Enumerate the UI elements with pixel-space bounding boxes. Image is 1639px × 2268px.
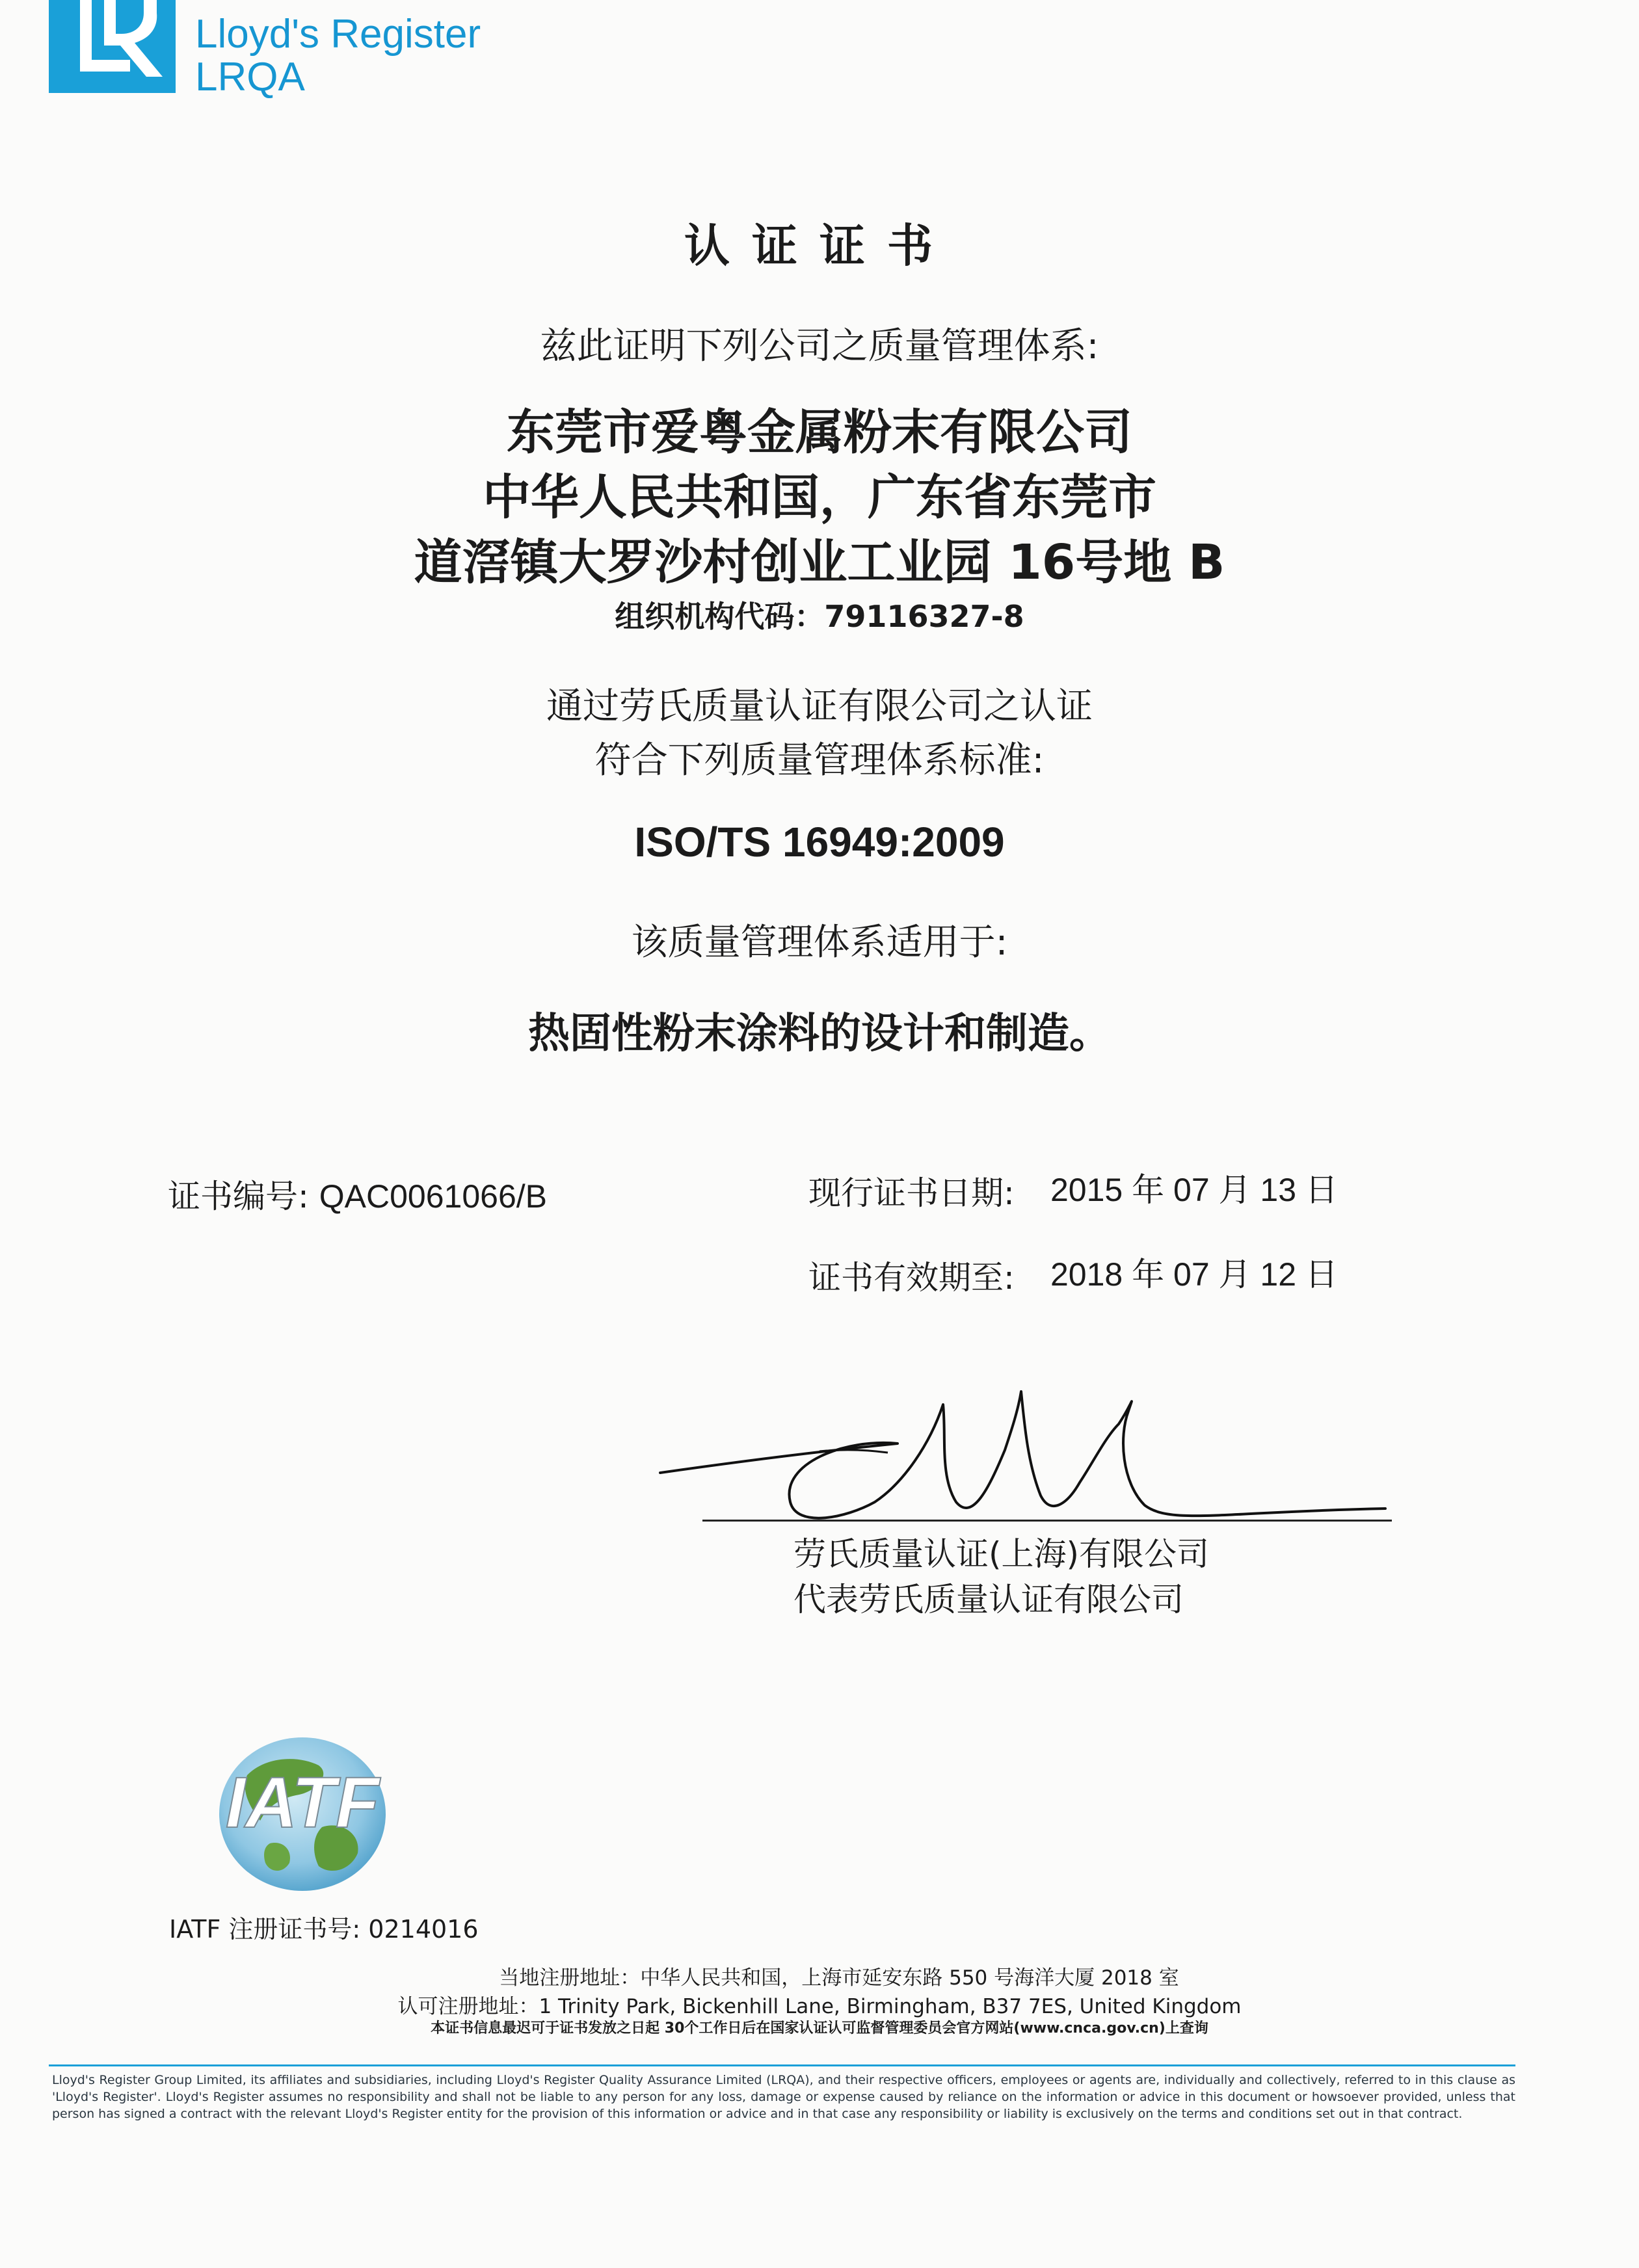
certificate-number-label: 证书编号:	[168, 1178, 309, 1215]
lr-monogram-icon	[49, 0, 176, 93]
standard: ISO/TS 16949:2009	[634, 819, 1005, 865]
iatf-registration-number: IATF 注册证书号: 0214016	[169, 1915, 479, 1944]
certificate-title: 认证证书	[684, 219, 955, 272]
lloyds-register-logo-mark	[49, 0, 176, 93]
scope: 热固性粉末涂料的设计和制造。	[528, 1010, 1111, 1058]
logo-line-1: Lloyd's Register	[195, 12, 481, 57]
online-verification-note: 本证书信息最迟可于证书发放之日起 30个工作日后在国家认证认可监督管理委员会官方网站(www.cnca.gov.cn)上查询	[431, 2020, 1208, 2037]
iatf-globe-logo	[208, 1730, 397, 1899]
approval-line-2: 符合下列质量管理体系标准:	[594, 739, 1045, 782]
accredited-address: 认可注册地址：1 Trinity Park, Bickenhill Lane, Birmingham, B37 7ES, United Kingdom	[397, 1995, 1242, 2018]
signature-graphic	[650, 1365, 1431, 1535]
signature-line	[702, 1520, 1392, 1522]
certificate-number-value: QAC0061066/B	[319, 1178, 548, 1215]
iatf-logo-lettering: IATF	[225, 1763, 380, 1843]
organization-code: 组织机构代码：79116327-8	[615, 599, 1024, 634]
issue-date-label: 现行证书日期:	[808, 1174, 1015, 1212]
local-address: 当地注册地址：中华人民共和国，上海市延安东路 550 号海洋大厦 2018 室	[499, 1966, 1179, 1990]
issue-date-value: 2015 年 07 月 13 日	[1050, 1172, 1338, 1208]
scope-intro: 该质量管理体系适用于:	[631, 921, 1008, 964]
logo-line-2: LRQA	[195, 55, 305, 99]
lloyds-register-logo-text	[195, 13, 481, 99]
legal-disclaimer: Lloyd's Register Group Limited, its affiliates and subsidiaries, including Lloyd's Register Quality Assurance Limited (LRQA), and their respective officers, employees or agents are, individually and collectively, referred to in this clause as 'Lloyd's Register'. Lloyd's Register assumes no responsibility and shall not be liable to any person for any loss, damage or expense caused by reliance on the information or advice in this document or howsoever provided, unless that person has signed a contract with the relevant Lloyd's Register entity for the provision of this information or advice and in that case any responsibility or liability is exclusively on the terms and conditions set out in that contract.	[52, 2073, 1515, 2121]
expiry-date-label: 证书有效期至:	[808, 1259, 1015, 1297]
signatory-line-1: 劳氏质量认证(上海)有限公司	[793, 1535, 1210, 1573]
signatory-line-2: 代表劳氏质量认证有限公司	[793, 1581, 1184, 1618]
approval-line-1: 通过劳氏质量认证有限公司之认证	[546, 685, 1093, 728]
certificate-number	[168, 1170, 547, 1217]
company-address-line-2: 道滘镇大罗沙村创业工业园 16号地 B	[414, 534, 1225, 590]
company-name: 东莞市爱粤金属粉末有限公司	[507, 404, 1132, 460]
company-address-line-1: 中华人民共和国，广东省东莞市	[483, 469, 1156, 525]
footer-divider	[49, 2064, 1515, 2066]
expiry-date-value: 2018 年 07 月 12 日	[1050, 1256, 1338, 1293]
certificate-intro: 兹此证明下列公司之质量管理体系:	[540, 325, 1099, 367]
